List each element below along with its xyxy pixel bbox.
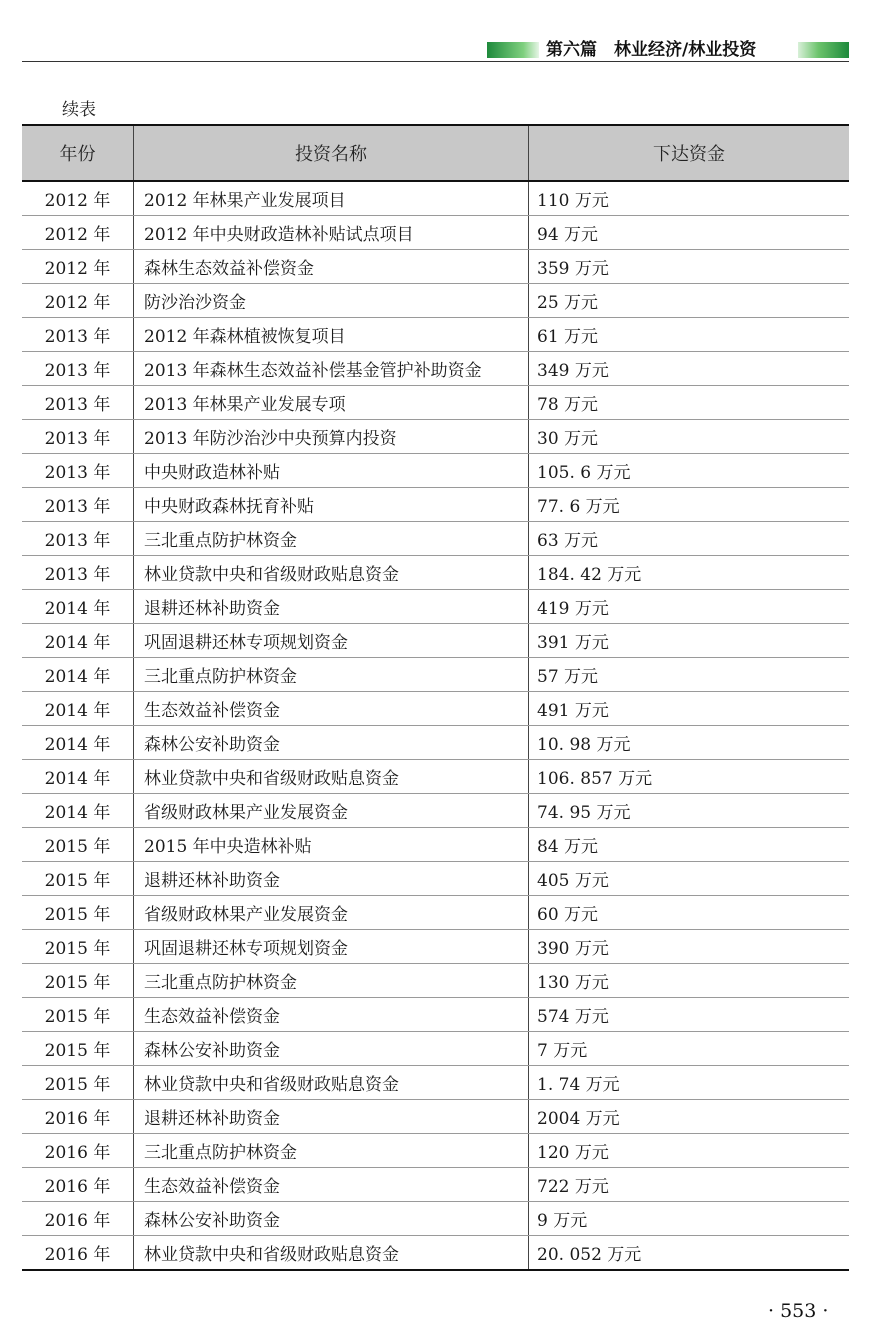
table-row [22,284,849,318]
cell-year: 2013 年 [22,556,134,590]
cell-year: 2015 年 [22,896,134,930]
table-row [22,1168,849,1202]
cell-funds: 105. 6 万元 [529,454,850,488]
cell-investment-name: 省级财政林果产业发展资金 [134,896,529,930]
header-separator: / [682,40,689,60]
cell-investment-name: 2015 年中央造林补贴 [134,828,529,862]
cell-funds: 84 万元 [529,828,850,862]
column-header-year: 年份 [22,125,134,181]
cell-investment-name: 中央财政造林补贴 [134,454,529,488]
cell-year: 2015 年 [22,828,134,862]
cell-investment-name: 森林公安补助资金 [134,1032,529,1066]
table-row [22,1202,849,1236]
cell-funds: 63 万元 [529,522,850,556]
table-row [22,386,849,420]
cell-funds: 25 万元 [529,284,850,318]
cell-year: 2013 年 [22,352,134,386]
cell-funds: 391 万元 [529,624,850,658]
table-row [22,692,849,726]
cell-investment-name: 巩固退耕还林专项规划资金 [134,624,529,658]
table-row [22,624,849,658]
cell-investment-name: 退耕还林补助资金 [134,590,529,624]
running-header [546,39,756,61]
cell-investment-name: 中央财政森林抚育补贴 [134,488,529,522]
table-row [22,1100,849,1134]
cell-investment-name: 2012 年森林植被恢复项目 [134,318,529,352]
cell-year: 2014 年 [22,590,134,624]
cell-year: 2012 年 [22,284,134,318]
table-row [22,522,849,556]
cell-funds: 491 万元 [529,692,850,726]
table-header-row [22,125,849,181]
header-subsection: 林业投资 [688,40,757,60]
cell-funds: 2004 万元 [529,1100,850,1134]
table-row [22,181,849,216]
cell-year: 2013 年 [22,454,134,488]
cell-investment-name: 2013 年森林生态效益补偿基金管护补助资金 [134,352,529,386]
table-row [22,556,849,590]
cell-funds: 349 万元 [529,352,850,386]
cell-investment-name: 省级财政林果产业发展资金 [134,794,529,828]
cell-funds: 574 万元 [529,998,850,1032]
cell-investment-name: 生态效益补偿资金 [134,998,529,1032]
cell-funds: 359 万元 [529,250,850,284]
cell-investment-name: 2013 年林果产业发展专项 [134,386,529,420]
header-rule [22,61,849,62]
cell-investment-name: 防沙治沙资金 [134,284,529,318]
cell-funds: 94 万元 [529,216,850,250]
table-row [22,250,849,284]
cell-year: 2015 年 [22,1066,134,1100]
cell-funds: 77. 6 万元 [529,488,850,522]
cell-year: 2013 年 [22,318,134,352]
header-part: 第六篇 [546,40,597,60]
cell-funds: 60 万元 [529,896,850,930]
table-row [22,318,849,352]
cell-year: 2014 年 [22,760,134,794]
cell-funds: 390 万元 [529,930,850,964]
cell-year: 2014 年 [22,726,134,760]
cell-year: 2015 年 [22,1032,134,1066]
cell-investment-name: 2012 年林果产业发展项目 [134,181,529,216]
cell-investment-name: 退耕还林补助资金 [134,1100,529,1134]
cell-funds: 9 万元 [529,1202,850,1236]
table-row [22,964,849,998]
cell-funds: 405 万元 [529,862,850,896]
table-row [22,420,849,454]
table-row [22,794,849,828]
cell-year: 2016 年 [22,1134,134,1168]
cell-year: 2013 年 [22,420,134,454]
cell-investment-name: 生态效益补偿资金 [134,692,529,726]
cell-investment-name: 林业贷款中央和省级财政贴息资金 [134,1236,529,1271]
cell-investment-name: 生态效益补偿资金 [134,1168,529,1202]
table-row [22,454,849,488]
table-row [22,216,849,250]
column-header-funds: 下达资金 [529,125,850,181]
cell-investment-name: 三北重点防护林资金 [134,964,529,998]
cell-funds: 184. 42 万元 [529,556,850,590]
cell-investment-name: 森林公安补助资金 [134,726,529,760]
table-row [22,726,849,760]
table-row [22,930,849,964]
table-caption: 续表 [62,100,96,120]
cell-funds: 57 万元 [529,658,850,692]
table-row [22,862,849,896]
cell-investment-name: 林业贷款中央和省级财政贴息资金 [134,1066,529,1100]
cell-funds: 74. 95 万元 [529,794,850,828]
cell-funds: 20. 052 万元 [529,1236,850,1271]
cell-investment-name: 三北重点防护林资金 [134,658,529,692]
cell-year: 2015 年 [22,964,134,998]
cell-year: 2015 年 [22,930,134,964]
cell-year: 2013 年 [22,386,134,420]
cell-year: 2012 年 [22,181,134,216]
cell-year: 2016 年 [22,1168,134,1202]
cell-funds: 106. 857 万元 [529,760,850,794]
investment-table [22,124,849,1271]
cell-year: 2012 年 [22,216,134,250]
cell-funds: 722 万元 [529,1168,850,1202]
cell-investment-name: 三北重点防护林资金 [134,522,529,556]
cell-funds: 61 万元 [529,318,850,352]
header-decoration-left [487,42,539,58]
cell-year: 2012 年 [22,250,134,284]
cell-investment-name: 巩固退耕还林专项规划资金 [134,930,529,964]
cell-investment-name: 退耕还林补助资金 [134,862,529,896]
cell-funds: 110 万元 [529,181,850,216]
cell-year: 2014 年 [22,624,134,658]
table-row [22,760,849,794]
cell-investment-name: 林业贷款中央和省级财政贴息资金 [134,760,529,794]
table-body [22,181,849,1270]
cell-funds: 120 万元 [529,1134,850,1168]
cell-funds: 30 万元 [529,420,850,454]
cell-year: 2016 年 [22,1202,134,1236]
cell-investment-name: 森林生态效益补偿资金 [134,250,529,284]
cell-year: 2013 年 [22,488,134,522]
cell-funds: 419 万元 [529,590,850,624]
cell-investment-name: 三北重点防护林资金 [134,1134,529,1168]
cell-year: 2014 年 [22,794,134,828]
table-row [22,896,849,930]
cell-year: 2016 年 [22,1236,134,1271]
table-row [22,1066,849,1100]
table-row [22,1236,849,1271]
cell-funds: 10. 98 万元 [529,726,850,760]
page-number: · 553 · [768,1300,829,1322]
header-decoration-right [798,42,849,58]
table-row [22,1134,849,1168]
cell-year: 2015 年 [22,998,134,1032]
table-row [22,828,849,862]
cell-funds: 1. 74 万元 [529,1066,850,1100]
cell-funds: 130 万元 [529,964,850,998]
cell-year: 2013 年 [22,522,134,556]
cell-year: 2016 年 [22,1100,134,1134]
cell-investment-name: 2013 年防沙治沙中央预算内投资 [134,420,529,454]
cell-year: 2014 年 [22,692,134,726]
cell-investment-name: 林业贷款中央和省级财政贴息资金 [134,556,529,590]
column-header-investment-name: 投资名称 [134,125,529,181]
table-row [22,352,849,386]
header-section: 林业经济 [614,40,682,60]
cell-year: 2014 年 [22,658,134,692]
cell-funds: 78 万元 [529,386,850,420]
cell-investment-name: 2012 年中央财政造林补贴试点项目 [134,216,529,250]
table-row [22,488,849,522]
table-row [22,590,849,624]
table-row [22,998,849,1032]
table-row [22,658,849,692]
cell-year: 2015 年 [22,862,134,896]
table-row [22,1032,849,1066]
cell-funds: 7 万元 [529,1032,850,1066]
cell-investment-name: 森林公安补助资金 [134,1202,529,1236]
